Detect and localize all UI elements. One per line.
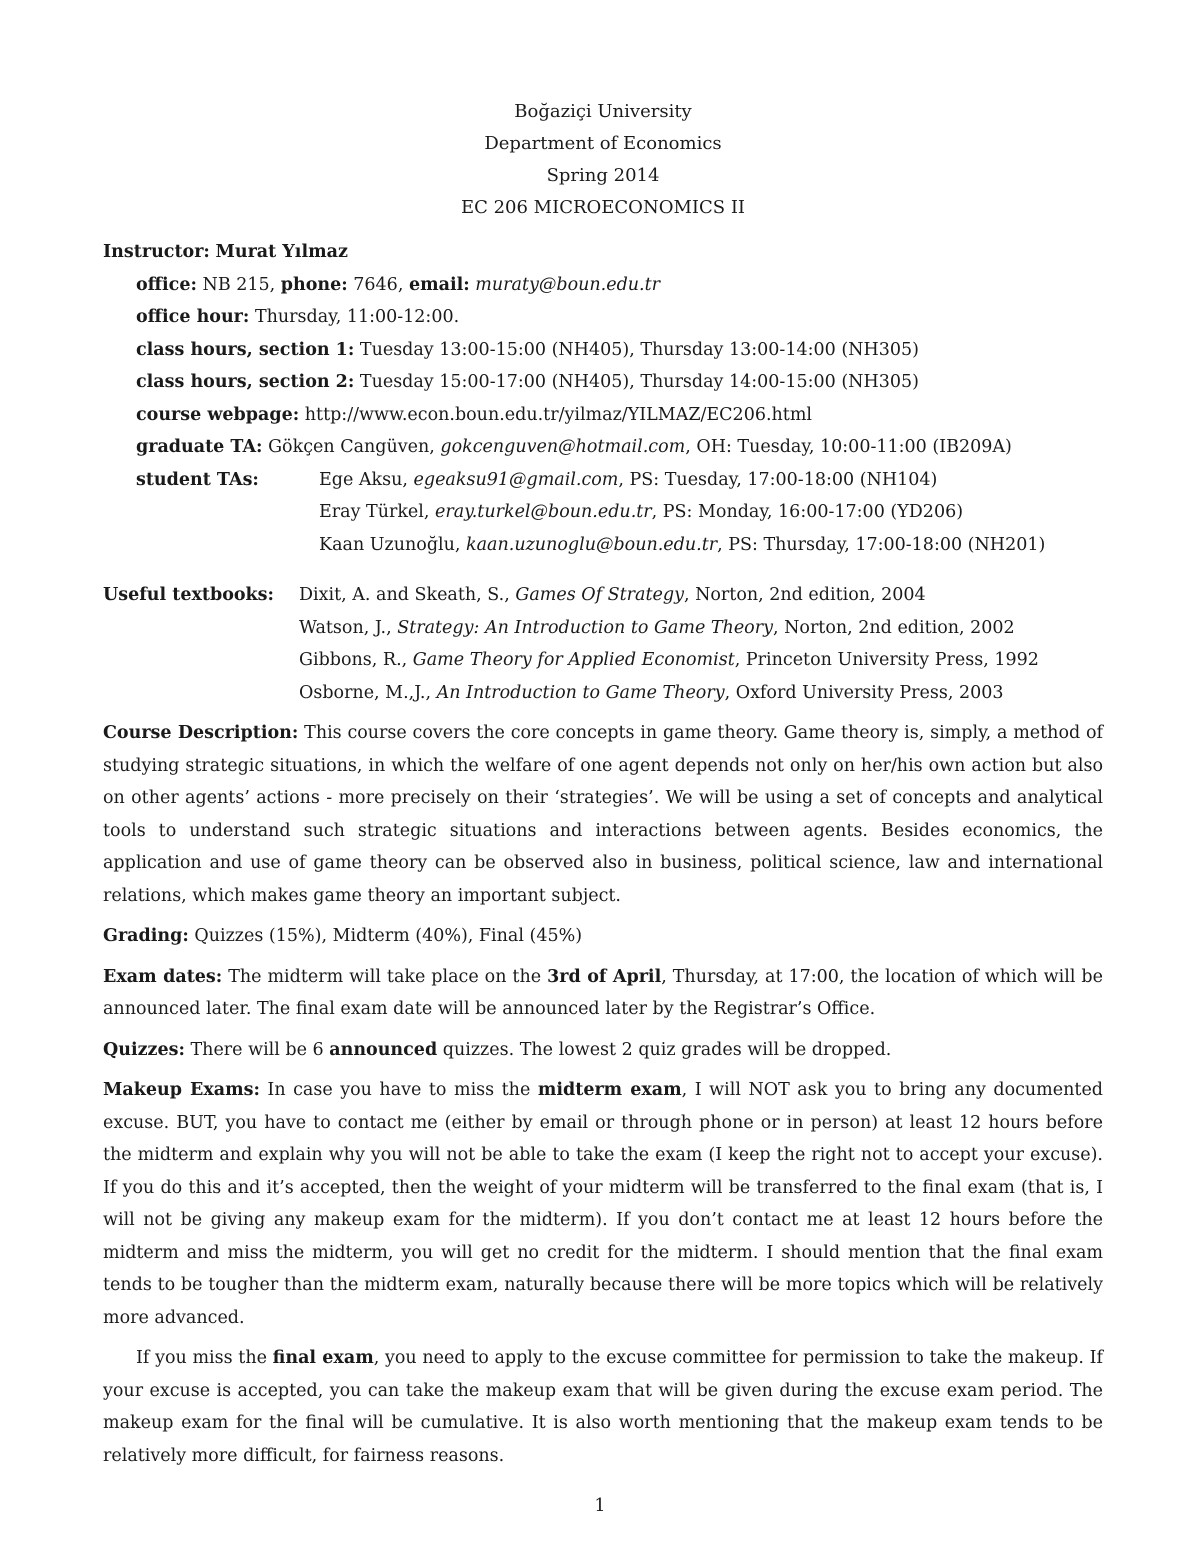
grading-text: Quizzes (15%), Midterm (40%), Final (45%) (188, 926, 583, 946)
section1-value: Tuesday 13:00-15:00 (NH405), Thursday 13:00-14:00 (NH305) (354, 339, 919, 360)
graduate-ta-line (103, 431, 1103, 464)
makeup-label: Makeup Exams: (103, 1080, 260, 1100)
textbook-publisher: , Norton, 2nd edition, 2004 (683, 585, 926, 605)
student-tas-label: student TAs: (136, 469, 259, 490)
textbooks-section (103, 579, 1103, 709)
office-hour-label: office hour: (136, 307, 250, 327)
textbook-row (103, 644, 1103, 677)
office-line (103, 269, 1103, 302)
student-ta-row (136, 496, 1103, 529)
textbooks-label: Useful textbooks: (103, 585, 274, 605)
webpage-label: course webpage: (136, 404, 300, 425)
exam-dates-text: The midterm will take place on the (222, 966, 548, 987)
textbook-author: Gibbons, R., (299, 650, 413, 670)
quizzes-label: Quizzes: (103, 1039, 185, 1060)
textbook-author: Osborne, M.,J., (299, 682, 437, 703)
student-ta-info: , PS: Monday, 16:00-17:00 (YD206) (651, 502, 964, 522)
section1-line (103, 334, 1103, 367)
phone-value: 7646, (347, 274, 409, 295)
title-block (103, 96, 1103, 224)
textbook-title: Strategy: An Introduction to Game Theory (397, 617, 773, 638)
page-number: 1 (594, 1496, 606, 1516)
graduate-ta-info: , OH: Tuesday, 10:00-11:00 (IB209A) (685, 437, 1012, 457)
graduate-ta-label: graduate TA: (136, 437, 263, 457)
student-ta-name: Ege Aksu, (319, 469, 414, 490)
student-ta-row (136, 464, 1103, 497)
textbook-publisher: , Princeton University Press, 1992 (734, 650, 1039, 670)
student-ta-name: Eray Türkel, (319, 502, 436, 522)
office-hour-line (103, 301, 1103, 334)
instructor-email[interactable]: muraty@boun.edu.tr (475, 274, 660, 295)
textbook-title: An Introduction to Game Theory (436, 682, 725, 703)
midterm-date: 3rd of April (547, 966, 662, 987)
makeup-final-paragraph (103, 1342, 1103, 1472)
graduate-ta-name: Gökçen Cangüven, (262, 437, 441, 457)
student-ta-info: , PS: Tuesday, 17:00-18:00 (NH104) (618, 469, 938, 490)
textbook-entry (299, 579, 926, 612)
quizzes-emphasis: announced (329, 1039, 438, 1060)
section2-value: Tuesday 15:00-17:00 (NH405), Thursday 14:00-15:00 (NH305) (354, 372, 919, 392)
textbook-author: Watson, J., (299, 617, 398, 638)
course-webpage-link[interactable]: http://www.econ.boun.edu.tr/yilmaz/YILMAZ/EC206.html (299, 404, 813, 425)
phone-label: phone: (280, 274, 348, 295)
webpage-line (103, 399, 1103, 432)
graduate-ta-email[interactable]: gokcenguven@hotmail.com (440, 437, 686, 457)
makeup-final-text: , you need to apply to the excuse committee for permission to take the makeup. If your excuse is accepted, you can take the makeup exam that will be given during the excuse exam period. The makeup exam for the final will be cumulative. It is also worth mentioning that the makeup exam tends to be relatively more difficult, for fairness reasons. (103, 1348, 1103, 1466)
instructor-name: Murat Yılmaz (215, 242, 348, 262)
office-hour-value: Thursday, 11:00-12:00. (249, 307, 460, 327)
student-ta-row (136, 529, 1103, 562)
exam-dates-label: Exam dates: (103, 966, 223, 987)
textbook-author: Dixit, A. and Skeath, S., (299, 585, 516, 605)
department-name: Department of Economics (484, 133, 722, 154)
makeup-emphasis: midterm exam (537, 1080, 682, 1100)
email-label: email: (408, 274, 470, 295)
student-ta-email[interactable]: kaan.uzunoglu@boun.edu.tr (466, 534, 718, 555)
makeup-final-emphasis: final exam (272, 1348, 374, 1368)
textbook-row (103, 612, 1103, 645)
makeup-text: , I will NOT ask you to bring any documented excuse. BUT, you have to contact me (either by email or through phone or in person) at least 12 hours before the midterm and explain why you will not be able to take the exam (I keep the right not to accept your excuse). If you do this and it’s accepted, then the weight of your midterm will be transferred to the final exam (that is, I will not be giving any makeup exam for the midterm). If you don’t contact me at least 12 hours before the midterm and miss the midterm, you will get no credit for the midterm. I should mention that the final exam tends to be tougher than the midterm exam, naturally because there will be more topics which will be relatively more advanced. (103, 1080, 1104, 1328)
makeup-text: In case you have to miss the (259, 1080, 538, 1100)
instructor-label: Instructor: (103, 242, 210, 262)
quizzes-text: There will be 6 (184, 1039, 330, 1060)
student-ta-email[interactable]: egeaksu91@gmail.com (413, 469, 619, 490)
textbook-publisher: , Oxford University Press, 2003 (724, 682, 1004, 703)
section1-label: class hours, section 1: (136, 339, 355, 360)
makeup-final-text: If you miss the (136, 1348, 273, 1368)
quizzes-text: quizzes. The lowest 2 quiz grades will be dropped. (437, 1039, 892, 1060)
term: Spring 2014 (546, 165, 660, 186)
student-ta-name: Kaan Uzunoğlu, (319, 534, 467, 555)
makeup-exams (103, 1074, 1103, 1334)
course-title: EC 206 MICROECONOMICS II (460, 197, 746, 218)
grading (103, 920, 1103, 953)
office-value: NB 215, (196, 274, 281, 295)
student-ta-info: , PS: Thursday, 17:00-18:00 (NH201) (717, 534, 1046, 555)
office-label: office: (136, 274, 197, 295)
textbook-publisher: , Norton, 2nd edition, 2002 (772, 617, 1015, 638)
student-ta-email[interactable]: eray.turkel@boun.edu.tr (435, 502, 652, 522)
description-label: Course Description: (103, 723, 299, 743)
textbook-row (103, 677, 1103, 710)
textbook-row (103, 579, 1103, 612)
instructor-heading (103, 236, 1103, 269)
student-ta-entry (319, 464, 937, 497)
description-text: This course covers the core concepts in game theory. Game theory is, simply, a method of studying strategic situations, in which the welfare of one agent depends not only on her/his own action but also on other agents’ actions - more precisely on their ‘strategies’. We will be using a set of concepts and analytical tools to understand such strategic situations and interactions between agents. Besides economics, the application and use of game theory can be observed also in business, political science, law and international relations, which makes game theory an important subject. (103, 723, 1103, 906)
university-name: Boğaziçi University (514, 101, 692, 122)
syllabus-document (103, 96, 1103, 1472)
exam-dates (103, 961, 1103, 1026)
student-tas-block (103, 464, 1103, 562)
grading-label: Grading: (103, 926, 189, 946)
exam-dates-text: , Thursday, at 17:00, the location of which will be announced later. The final exam date will be announced later by the Registrar’s Office. (103, 966, 1103, 1019)
section2-label: class hours, section 2: (136, 372, 355, 392)
section2-line (103, 366, 1103, 399)
course-description (103, 717, 1103, 912)
textbook-title: Game Theory for Applied Economist (412, 650, 735, 670)
textbook-title: Games Of Strategy (515, 585, 684, 605)
quizzes (103, 1034, 1103, 1067)
